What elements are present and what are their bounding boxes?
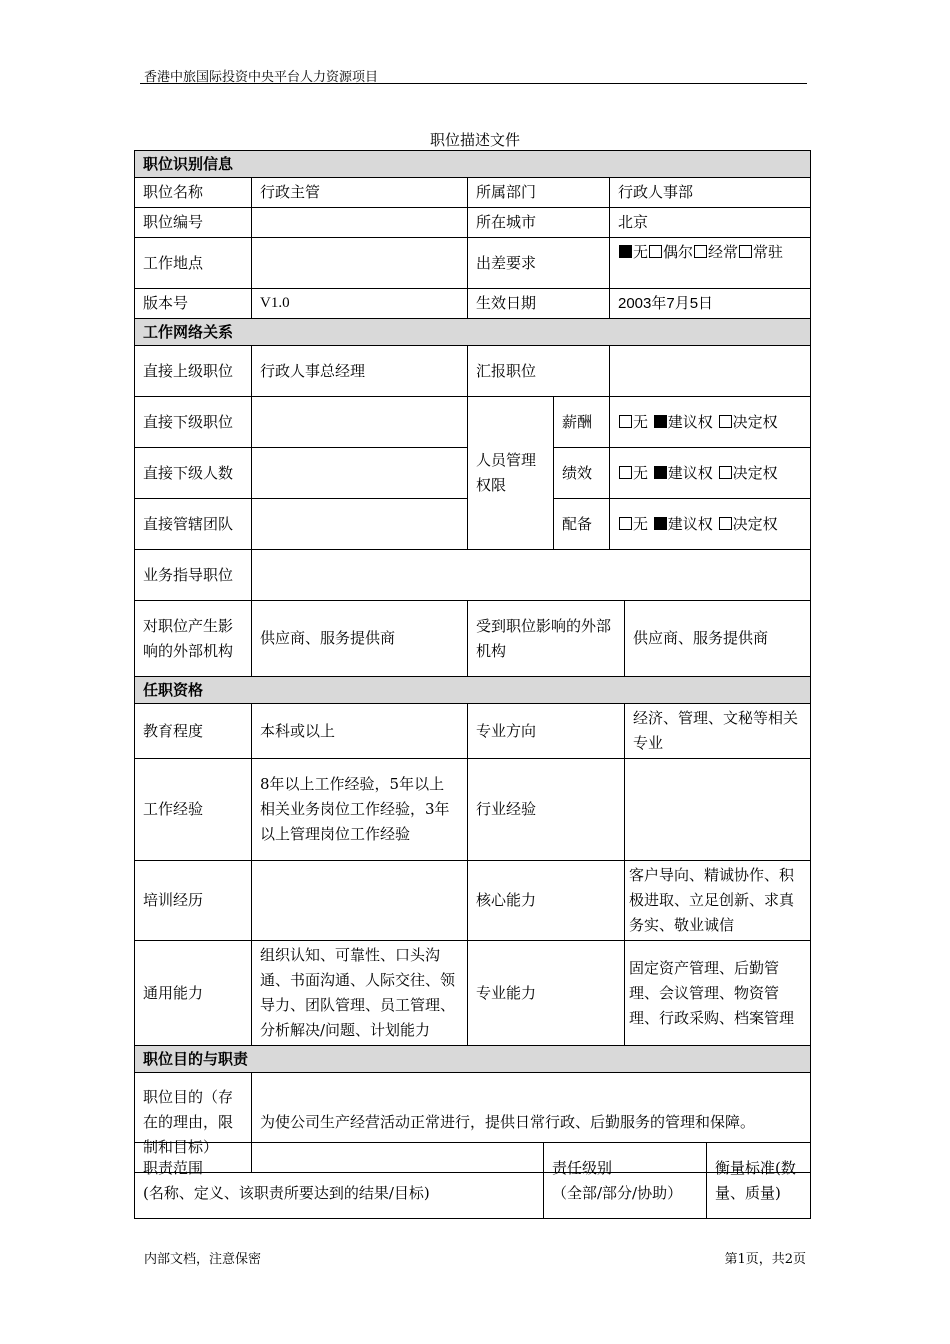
authority-performance-suggest-checkbox[interactable] [654,466,667,479]
travel-opt-occasional-label: 偶尔 [663,243,694,261]
travel-opt-often-label: 经常 [708,243,739,261]
authority-staffing-suggest-label: 建议权 [667,514,713,533]
section-network: 工作网络关系 [135,319,811,346]
level-header [544,1143,707,1219]
authority-staffing-decide-label: 决定权 [732,514,778,533]
section-qualification: 任职资格 [135,677,811,704]
authority-performance-suggest-label: 建议权 [667,463,713,482]
footer-confidential: 内部文档，注意保密 [144,1252,262,1267]
travel-opt-resident-checkbox[interactable] [739,245,752,258]
authority-staffing-none-checkbox[interactable] [619,517,632,530]
measure-header: 衡量标准(数量、质量) [707,1143,811,1219]
label-training: 培训经历 [135,861,252,941]
authority-salary-label: 薪酬 [554,397,610,448]
label-affected-external: 受到职位影响的外部机构 [468,601,625,677]
label-external-influence: 对职位产生影响的外部机构 [135,601,252,677]
label-version: 版本号 [135,289,252,319]
value-general-competency: 组织认知、可靠性、口头沟通、书面沟通、人际交往、领导力、团队管理、员工管理、分析解决/问题、计划能力 [252,941,468,1046]
doc-title: 职位描述文件 [429,131,520,149]
label-sub-position: 直接下级职位 [135,397,252,448]
value-sub-position [252,397,468,448]
value-guide-position [252,550,811,601]
value-work-location [252,238,468,289]
label-report-position: 汇报职位 [468,346,610,397]
value-training [252,861,468,941]
value-major: 经济、管理、文秘等相关专业 [625,704,811,759]
label-major: 专业方向 [468,704,625,759]
footer-page-number: 第1页，共2页 [724,1252,806,1267]
value-industry-experience [625,759,811,861]
travel-opt-occasional-checkbox[interactable] [649,245,662,258]
label-work-experience: 工作经验 [135,759,252,861]
authority-performance-label: 绩效 [554,448,610,499]
value-external-influence: 供应商、服务提供商 [252,601,468,677]
level-sub-label: （全部/部分/协助） [552,1183,683,1202]
value-position-purpose: 为使公司生产经营活动正常进行，提供日常行政、后勤服务的管理和保障。 [252,1073,811,1173]
responsibility-header-table [134,1142,811,1219]
value-version: V1.0 [252,289,468,319]
value-sub-count [252,448,468,499]
authority-salary-decide-checkbox[interactable] [719,415,732,428]
scope-label: 职责范围 [143,1158,204,1177]
value-effective-date: 2003年7月5日 [610,289,811,319]
label-core-competency: 核心能力 [468,861,625,941]
authority-salary-none-checkbox[interactable] [619,415,632,428]
label-guide-position: 业务指导职位 [135,550,252,601]
label-team: 直接管辖团队 [135,499,252,550]
scope-header [135,1143,544,1219]
value-report-position [610,346,811,397]
label-position-purpose: 职位目的（存在的理由，限制和目标） [135,1073,252,1173]
travel-opt-resident-label: 常驻 [753,243,784,261]
value-city: 北京 [610,208,811,238]
travel-opt-none-label: 无 [633,243,649,261]
authority-salary-suggest-label: 建议权 [667,412,713,431]
authority-performance-none-label: 无 [633,463,649,482]
authority-staffing-options [610,499,811,550]
header-rule [140,83,807,84]
label-general-competency: 通用能力 [135,941,252,1046]
job-description-table [134,150,811,1173]
authority-performance-decide-label: 决定权 [732,463,778,482]
authority-performance-none-checkbox[interactable] [619,466,632,479]
value-affected-external: 供应商、服务提供商 [625,601,811,677]
label-work-location: 工作地点 [135,238,252,289]
label-industry-experience: 行业经验 [468,759,625,861]
label-education: 教育程度 [135,704,252,759]
label-superior: 直接上级职位 [135,346,252,397]
authority-salary-none-label: 无 [633,412,649,431]
label-effective-date: 生效日期 [468,289,610,319]
value-travel [610,238,811,289]
value-core-competency: 客户导向、精诚协作、积极进取、立足创新、求真务实、敬业诚信 [625,861,811,941]
authority-staffing-suggest-checkbox[interactable] [654,517,667,530]
authority-salary-options [610,397,811,448]
label-city: 所在城市 [468,208,610,238]
authority-staffing-decide-checkbox[interactable] [719,517,732,530]
travel-opt-often-checkbox[interactable] [694,245,707,258]
label-position-code: 职位编号 [135,208,252,238]
authority-salary-decide-label: 决定权 [732,412,778,431]
level-label: 责任级别 [552,1158,613,1177]
value-education: 本科或以上 [252,704,468,759]
label-travel: 出差要求 [468,238,610,289]
authority-staffing-none-label: 无 [633,514,649,533]
label-department: 所属部门 [468,178,610,208]
scope-sub-label: (名称、定义、该职责所要达到的结果/目标) [143,1183,430,1202]
header-project: 香港中旅国际投资中央平台人力资源项目 [144,70,379,85]
authority-salary-suggest-checkbox[interactable] [654,415,667,428]
section-purpose: 职位目的与职责 [135,1046,811,1073]
value-position-code [252,208,468,238]
value-professional-competency: 固定资产管理、后勤管理、会议管理、物资管理、行政采购、档案管理 [625,941,811,1046]
label-position-name: 职位名称 [135,178,252,208]
section-identity: 职位识别信息 [135,151,811,178]
authority-performance-decide-checkbox[interactable] [719,466,732,479]
authority-staffing-label: 配备 [554,499,610,550]
value-superior: 行政人事总经理 [252,346,468,397]
value-team [252,499,468,550]
label-sub-count: 直接下级人数 [135,448,252,499]
value-work-experience: 8年以上工作经验，5年以上相关业务岗位工作经验，3年以上管理岗位工作经验 [252,759,468,861]
travel-opt-none-checkbox[interactable] [619,245,632,258]
label-authority: 人员管理权限 [468,397,554,550]
value-position-name: 行政主管 [252,178,468,208]
value-department: 行政人事部 [610,178,811,208]
label-professional-competency: 专业能力 [468,941,625,1046]
authority-performance-options [610,448,811,499]
